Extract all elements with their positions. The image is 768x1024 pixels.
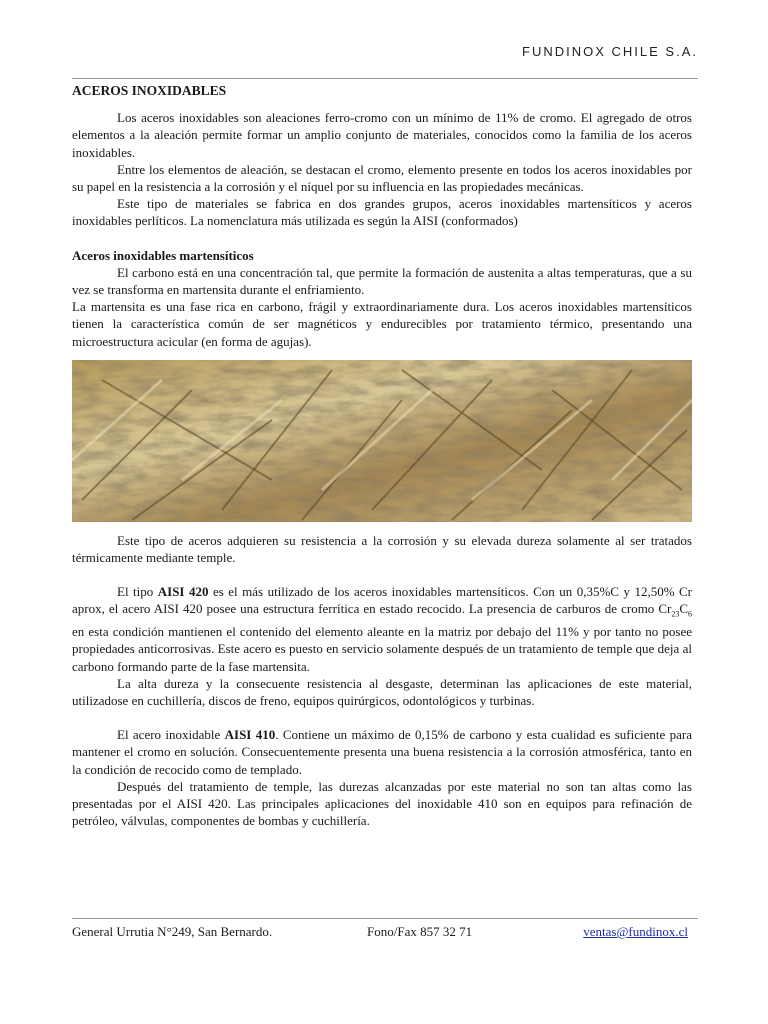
intro-paragraph-1: Los aceros inoxidables son aleaciones ferro-cromo con un mínimo de 11% de cromo. El agregado de otros elementos a la aleación permite formar un amplio conjunto de materiales, conocidos como la familia de los aceros inoxidables. (72, 110, 692, 160)
footer-phone: Fono/Fax 857 32 71 (367, 924, 473, 939)
company-name: FUNDINOX CHILE S.A. (522, 44, 698, 59)
hardening-paragraph: Este tipo de aceros adquieren su resistencia a la corrosión y su elevada dureza solamente al ser tratados térmicamente mediante temple. (72, 532, 692, 566)
footer-email-link[interactable]: ventas@fundinox.cl (583, 924, 688, 939)
aisi420-paragraph-1: El tipo AISI 420 es el más utilizado de los aceros inoxidables martensíticos. Con un 0,35%C y 12,50% Cr aprox, el acero AISI 420 posee una estructura ferrítica en estado recocido. La presencia de carburos de cromo $Cr_{23}C_6$ en esta condición mantienen el contenido del elemento aleante en la matriz por debajo del 11% y por tanto no posee propiedades anticorrosivas. Este acero es puesto en servicio solamente después de un tratamiento de temple que deja al carbono formando parte de la fase martensita. (72, 584, 693, 674)
section-heading-martensitic: Aceros inoxidables martensíticos (72, 247, 254, 263)
aisi410-paragraph-1: El acero inoxidable AISI 410. Contiene un máximo de 0,15% de carbono y esta cualidad es suficiente para mantener el cromo en solución. Consecuentemente presenta una buena resistencia a la corrosión atmosférica, tanto en la condición de recocido como de templado. (72, 727, 692, 777)
footer-address: General Urrutia N°249, San Bernardo. (72, 924, 273, 939)
header-divider (72, 78, 698, 79)
aisi420-paragraph-2: La alta dureza y la consecuente resistencia al desgaste, determinan las aplicaciones de este material, utilizadose en cuchillería, discos de freno, equipos quirúrgicos, odontológicos y turbinas. (72, 675, 692, 709)
footer-divider (72, 918, 698, 919)
martensitic-paragraph-2: La martensita es una fase rica en carbono, frágil y extraordinariamente dura. Los aceros inoxidables martensíticos tienen la característica común de ser magnéticos y endurecibles por tratamiento térmico, presentando una microestructura acicular (en forma de agujas). (72, 299, 692, 349)
document-body (72, 82, 692, 829)
martensitic-paragraph-1: El carbono está en una concentración tal, que permite la formación de austenita a altas temperaturas, que a su vez se transforma en martensita durante el enfriamiento. (72, 264, 692, 298)
aisi410-paragraph-2: Después del tratamiento de temple, las durezas alcanzadas por este material no son tan altas como las presentadas por el AISI 420. Las principales aplicaciones del inoxidable 410 son en equipos para refinación de petróleo, válvulas, componentes de bombas y cuchillería. (72, 778, 692, 829)
intro-paragraph-2: Entre los elementos de aleación, se destacan el cromo, elemento presente en todos los aceros inoxidables por su papel en la resistencia a la corrosión y el níquel por su influencia en las propiedades mecánicas. (72, 161, 692, 195)
intro-paragraph-3: Este tipo de materiales se fabrica en dos grandes grupos, aceros inoxidables martensíticos y aceros inoxidables perlíticos. La nomenclatura más utilizada es según la AISI (conformados) (72, 196, 692, 229)
martensite-micrograph-image (72, 360, 692, 522)
page-title: ACEROS INOXIDABLES (72, 83, 227, 98)
